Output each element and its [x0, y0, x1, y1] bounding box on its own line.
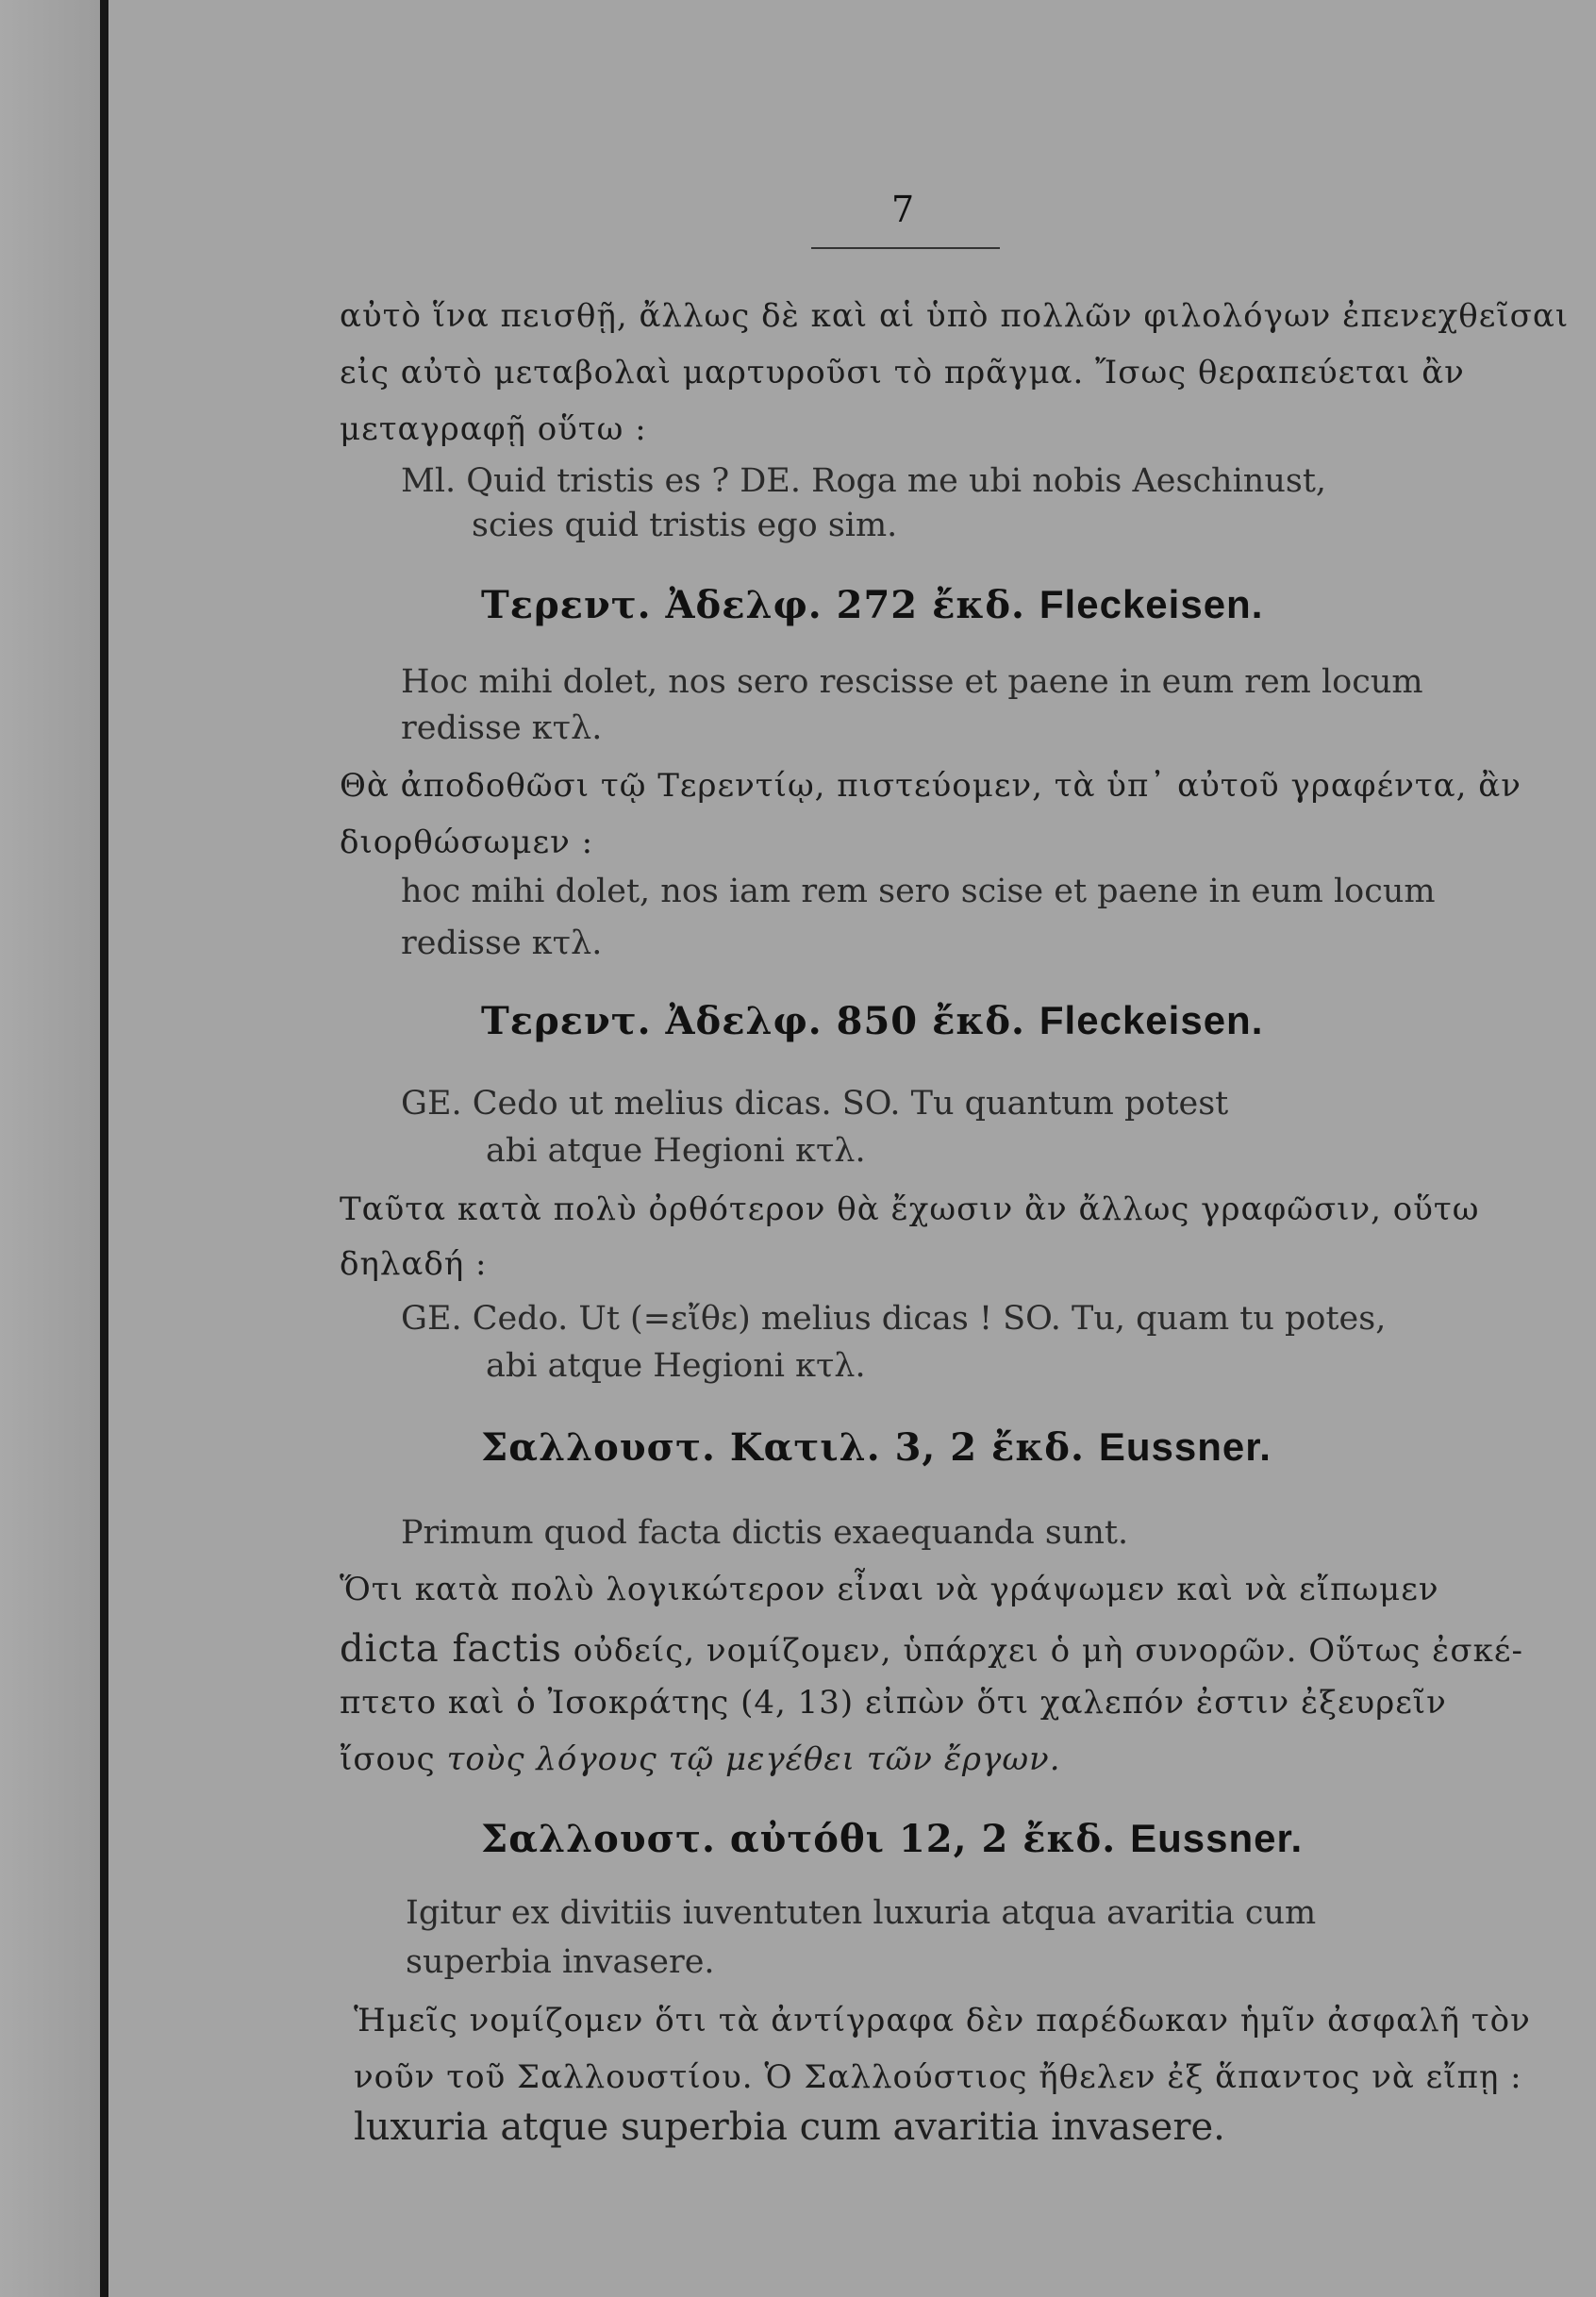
book-gutter-margin	[0, 0, 100, 2297]
paragraph-5-line-3: luxuria atque superbia cum avaritia invasere.	[354, 2106, 1225, 2149]
quote-5-line-1: GE. Cedo. Ut (=εἴθε) melius dicas ! SO. Tu, quam tu potes,	[401, 1300, 1387, 1338]
quote-2-line-1: Hoc mihi dolet, nos sero rescisse et paene in eum rem locum	[401, 663, 1423, 701]
paragraph-3-line-1: Ταῦτα κατὰ πολὺ ὀρθότερον θὰ ἔχωσιν ἂν ἄλλως γραφῶσιν, οὕτω	[340, 1190, 1480, 1228]
greek-word: ἴσους	[340, 1740, 447, 1778]
quote-3-line-1: hoc mihi dolet, nos iam rem sero scise et paene in eum locum	[401, 873, 1436, 910]
paragraph-2-line-1: Θὰ ἀποδοθῶσι τῷ Τερεντίῳ, πιστεύομεν, τὰ ὑπ᾽ αὐτοῦ γραφέντα, ἂν	[340, 767, 1521, 805]
page-number: 7	[891, 189, 915, 230]
heading-greek-part: Τερεντ. Ἀδελφ. 850 ἔκδ.	[481, 999, 1025, 1043]
heading-sallust-catiline-3-2	[481, 1424, 1272, 1470]
heading-terence-adelphoe-850	[481, 998, 1263, 1043]
quote-3-line-2: redisse κτλ.	[401, 924, 603, 962]
greek-continuation: οὐδείς, νομίζομεν, ὑπάρχει ὁ μὴ συνορῶν. Οὕτως ἐσκέ-	[561, 1632, 1523, 1670]
quote-7-line-1: Igitur ex divitiis iuventuten luxuria atqua avaritia cum	[406, 1894, 1317, 1932]
heading-greek-part: Σαλλουστ. Κατιλ. 3, 2 ἔκδ.	[481, 1425, 1085, 1470]
page-number-rule	[811, 247, 1000, 249]
paragraph-2-line-2: διορθώσωμεν :	[340, 824, 594, 861]
paragraph-1-line-1: αὐτὸ ἵνα πεισθῇ, ἄλλως δὲ καὶ αἱ ὑπὸ πολλῶν φιλολόγων ἐπενεχθεῖσαι	[340, 297, 1570, 335]
latin-phrase: dicta factis	[340, 1627, 562, 1671]
quote-2-line-2: redisse κτλ.	[401, 709, 603, 747]
quote-4-line-1: GE. Cedo ut melius dicas. SO. Tu quantum potest	[401, 1085, 1229, 1123]
quote-1-line-1: Ml. Quid tristis es ? DE. Roga me ubi nobis Aeschinust,	[401, 462, 1327, 500]
heading-sallust-ibid-12-2	[481, 1816, 1303, 1861]
heading-latin-part: Eussner.	[1130, 1816, 1304, 1860]
heading-terence-adelphoe-272	[481, 582, 1263, 627]
heading-latin-part: Fleckeisen.	[1039, 998, 1264, 1042]
quote-7-line-2: superbia invasere.	[406, 1943, 715, 1981]
italic-quotation: τοὺς λόγους τῷ μεγέθει τῶν ἔργων.	[446, 1740, 1061, 1778]
heading-latin-part: Eussner.	[1098, 1424, 1272, 1469]
paragraph-4-line-1: Ὅτι κατὰ πολὺ λογικώτερον εἶναι νὰ γράψωμεν καὶ νὰ εἴπωμεν	[340, 1571, 1439, 1608]
quote-1-line-2: scies quid tristis ego sim.	[472, 507, 898, 544]
paragraph-3-line-2: δηλαδή :	[340, 1245, 488, 1283]
heading-greek-part: Σαλλουστ. αὐτόθι 12, 2 ἔκδ.	[481, 1817, 1117, 1861]
paragraph-1-line-2: εἰς αὐτὸ μεταβολαὶ μαρτυροῦσι τὸ πρᾶγμα. Ἴσως θεραπεύεται ἂν	[340, 354, 1465, 391]
quote-5-line-2: abi atque Hegioni κτλ.	[486, 1347, 866, 1385]
quote-6-line-1: Primum quod facta dictis exaequanda sunt.	[401, 1514, 1129, 1552]
paragraph-4-line-3: πτετο καὶ ὁ Ἰσοκράτης (4, 13) εἰπὼν ὅτι χαλεπόν ἐστιν ἐξευρεῖν	[340, 1684, 1447, 1722]
quote-4-line-2: abi atque Hegioni κτλ.	[486, 1132, 866, 1170]
paragraph-4-line-2	[340, 1627, 1523, 1671]
paragraph-5-line-1: Ἡμεῖς νομίζομεν ὅτι τὰ ἀντίγραφα δὲν παρέδωκαν ἡμῖν ἀσφαλῆ τὸν	[354, 2002, 1531, 2039]
book-spine-shadow	[100, 0, 108, 2297]
paragraph-1-line-3: μεταγραφῇ οὕτω :	[340, 410, 647, 448]
book-page	[108, 0, 1596, 2297]
paragraph-4-line-4	[340, 1740, 1061, 1778]
paragraph-5-line-2: νοῦν τοῦ Σαλλουστίου. Ὁ Σαλλούστιος ἤθελεν ἐξ ἅπαντος νὰ εἴπῃ :	[354, 2058, 1522, 2096]
heading-latin-part: Fleckeisen.	[1039, 582, 1264, 626]
heading-greek-part: Τερεντ. Ἀδελφ. 272 ἔκδ.	[481, 583, 1025, 627]
